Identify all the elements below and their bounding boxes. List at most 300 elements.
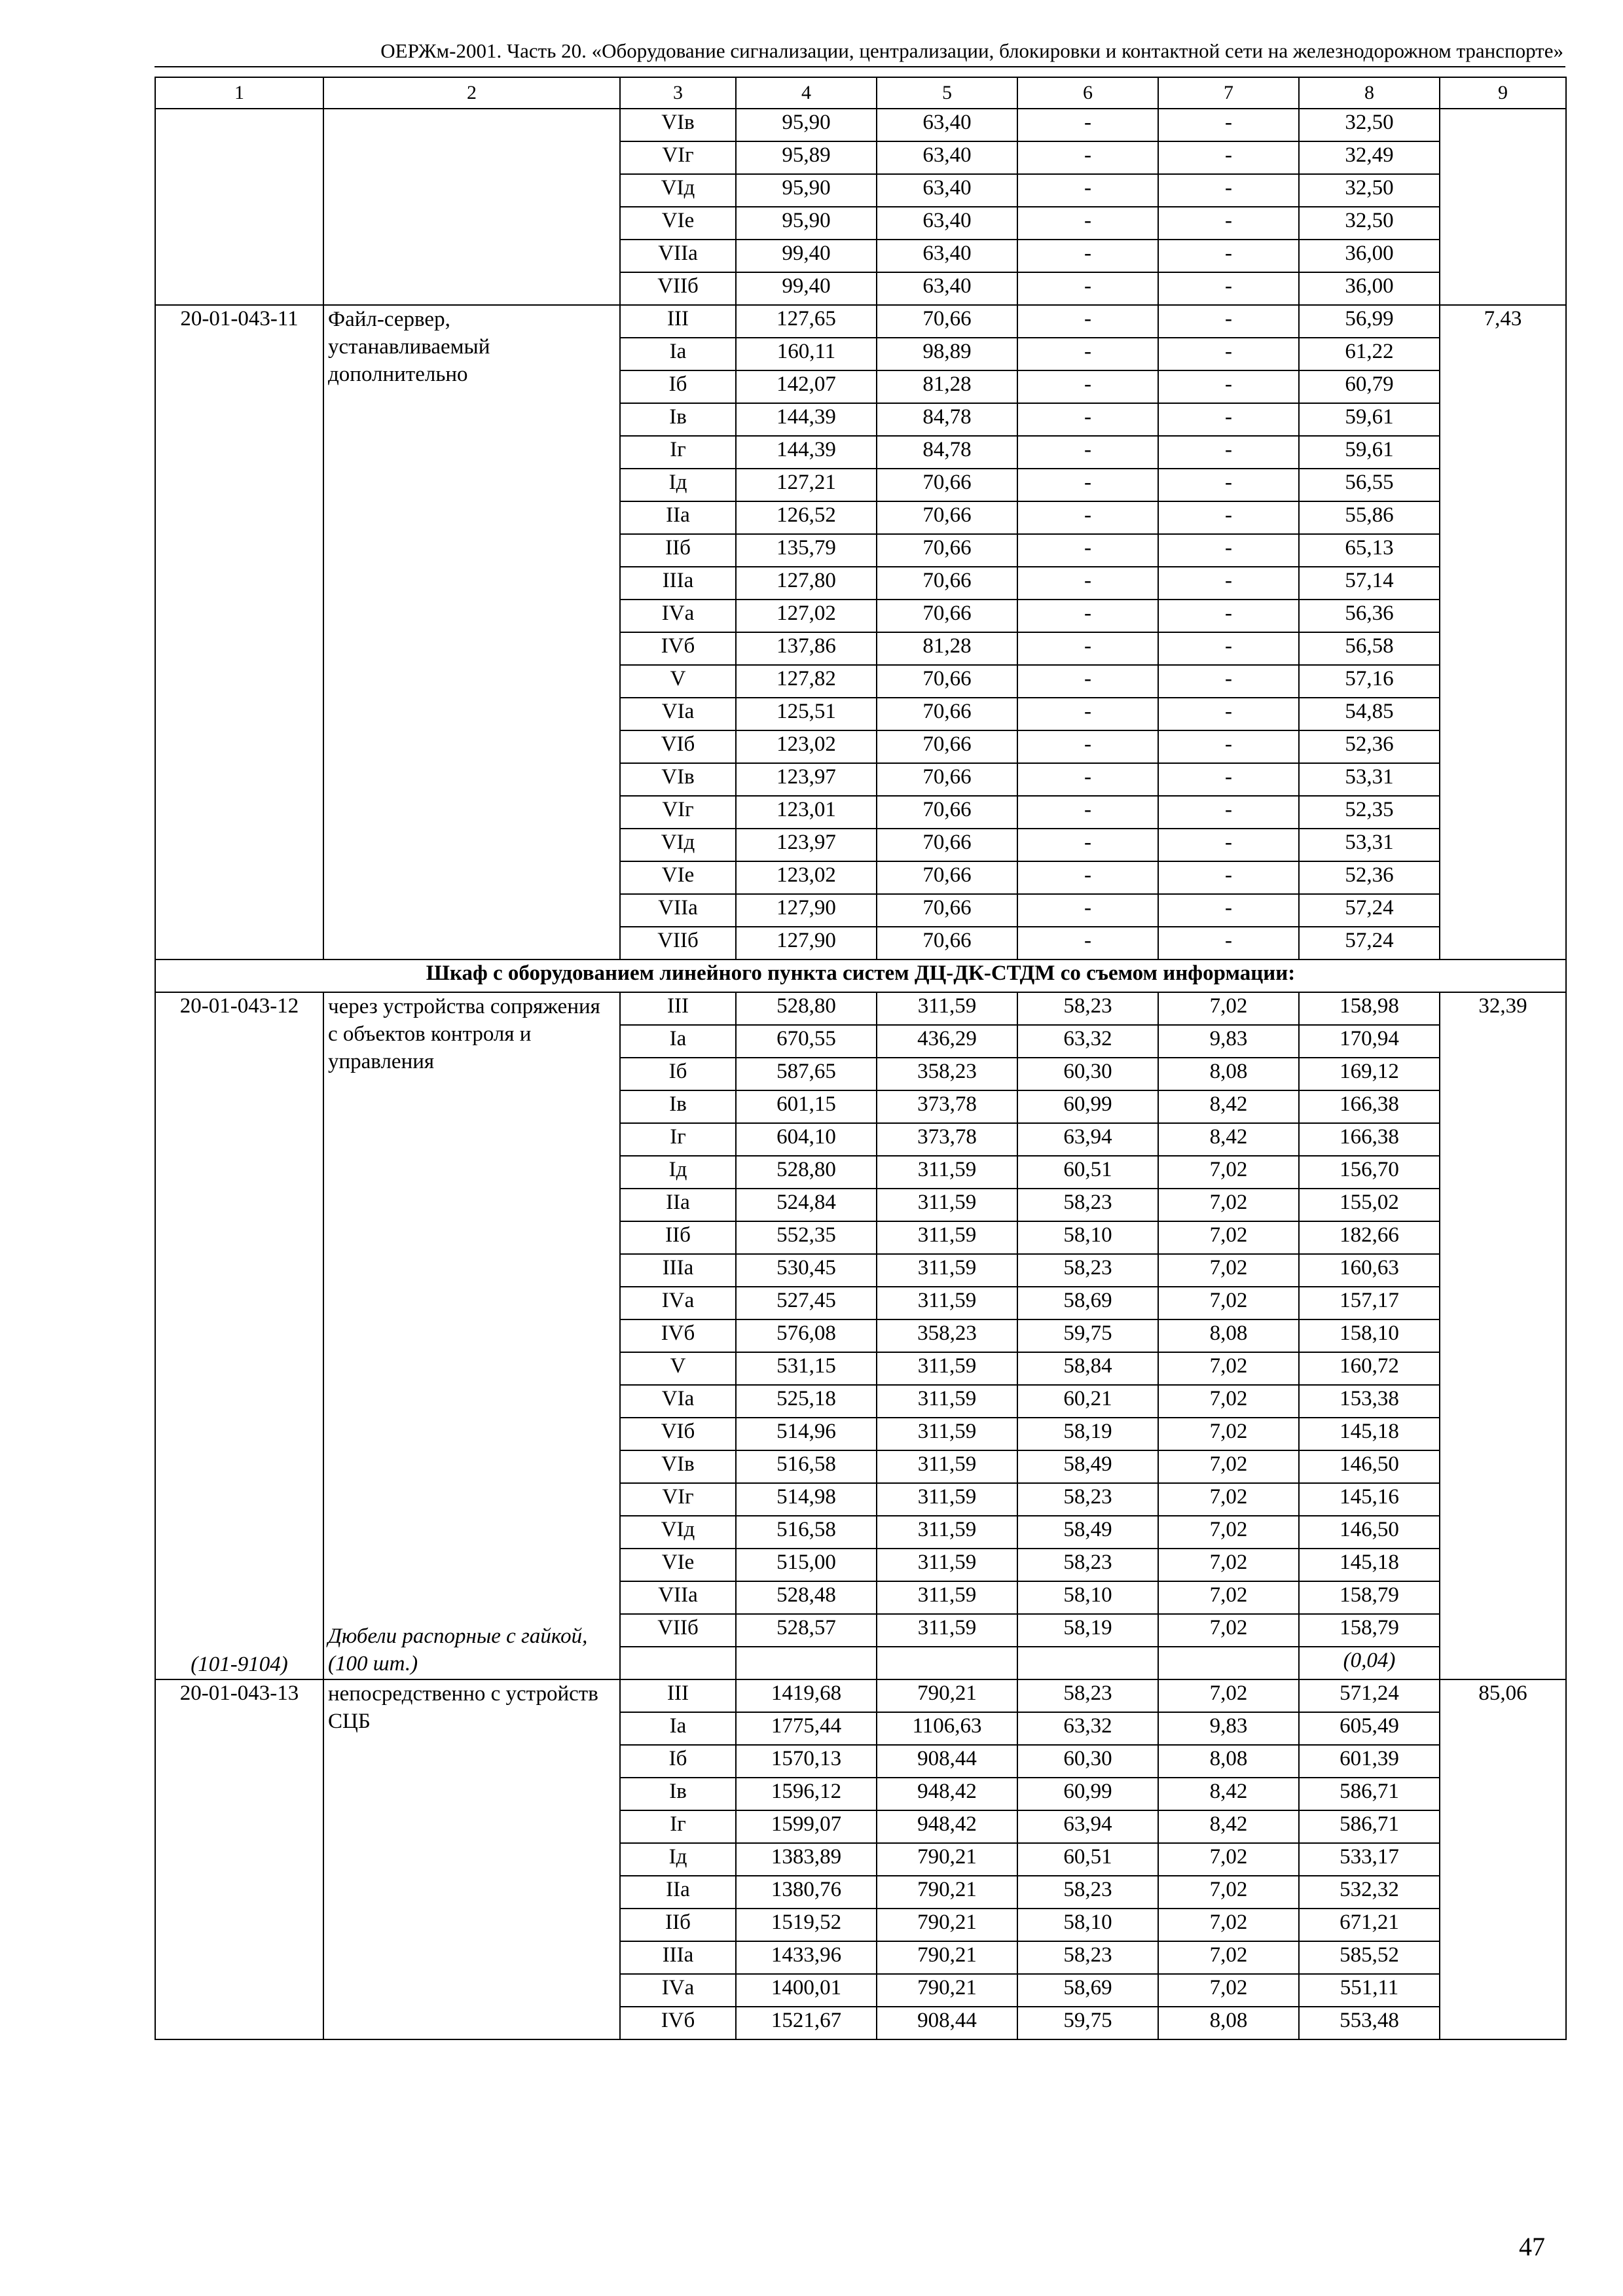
table-row [155,992,1566,1025]
machine-cost: - [1017,403,1158,436]
machine-cost: 58,23 [1017,1549,1158,1581]
zone: VIIа [620,240,736,272]
machine-cost: - [1017,927,1158,960]
materials-cost: 53,31 [1299,763,1440,796]
direct-cost: 527,45 [736,1287,877,1319]
zone: V [620,1352,736,1385]
machine-cost: 60,51 [1017,1156,1158,1189]
labor-wages: 63,40 [877,207,1017,240]
materials-cost: 53,31 [1299,829,1440,861]
direct-cost: 530,45 [736,1254,877,1287]
zone: IIIа [620,1941,736,1974]
labor-wages: 63,40 [877,240,1017,272]
machine-cost: 60,99 [1017,1778,1158,1810]
direct-cost: 127,90 [736,927,877,960]
zone: IVа [620,1974,736,2007]
zone: IIIа [620,1254,736,1287]
machine-cost: - [1017,861,1158,894]
labor-wages: 311,59 [877,1483,1017,1516]
table-row [155,1679,1566,1712]
materials-cost: 169,12 [1299,1058,1440,1090]
direct-cost: 515,00 [736,1549,877,1581]
direct-cost: 123,97 [736,763,877,796]
zone: VIIб [620,1614,736,1647]
direct-cost: 160,11 [736,338,877,370]
labor-wages: 98,89 [877,338,1017,370]
material-code: (101-9104) [191,1653,288,1676]
zone: IVа [620,600,736,632]
labor-wages: 70,66 [877,796,1017,829]
material-empty [620,1647,736,1679]
machine-cost: 58,49 [1017,1450,1158,1483]
labor-wages: 311,59 [877,1156,1017,1189]
machinist-wages: - [1158,338,1299,370]
materials-cost: 57,24 [1299,927,1440,960]
machine-cost: 59,75 [1017,1319,1158,1352]
direct-cost: 1519,52 [736,1909,877,1941]
zone: VIб [620,1418,736,1450]
labor-wages: 70,66 [877,698,1017,730]
labor-wages: 790,21 [877,1974,1017,2007]
machine-cost: 63,32 [1017,1025,1158,1058]
materials-cost: 56,55 [1299,469,1440,501]
section-row [155,960,1566,992]
labor-wages: 70,66 [877,927,1017,960]
direct-cost: 127,65 [736,305,877,338]
machine-cost: 60,30 [1017,1745,1158,1778]
zone: IIIа [620,567,736,600]
labor-wages: 70,66 [877,730,1017,763]
labor-wages: 790,21 [877,1679,1017,1712]
direct-cost: 587,65 [736,1058,877,1090]
labor-wages: 790,21 [877,1909,1017,1941]
labor-wages: 311,59 [877,992,1017,1025]
machinist-wages: - [1158,534,1299,567]
materials-cost: 158,98 [1299,992,1440,1025]
labor-wages: 63,40 [877,141,1017,174]
price-table [155,77,1567,2040]
machinist-wages: - [1158,109,1299,141]
direct-cost: 127,80 [736,567,877,600]
zone: VIа [620,698,736,730]
machine-cost: - [1017,240,1158,272]
machine-cost: 58,69 [1017,1287,1158,1319]
labor-wages: 311,59 [877,1287,1017,1319]
machinist-wages: - [1158,305,1299,338]
zone: III [620,992,736,1025]
materials-cost: 601,39 [1299,1745,1440,1778]
labor-wages: 70,66 [877,501,1017,534]
labor-wages: 311,59 [877,1254,1017,1287]
labor-wages: 70,66 [877,894,1017,927]
zone: IIб [620,1909,736,1941]
labor-wages: 63,40 [877,174,1017,207]
labor-wages: 84,78 [877,436,1017,469]
direct-cost: 123,02 [736,861,877,894]
materials-cost: 571,24 [1299,1679,1440,1712]
machinist-wages: - [1158,567,1299,600]
machine-cost: - [1017,698,1158,730]
materials-cost: 56,58 [1299,632,1440,665]
zone: VIIб [620,927,736,960]
machinist-wages: 8,08 [1158,1058,1299,1090]
labor-wages: 311,59 [877,1418,1017,1450]
machine-cost: 58,19 [1017,1418,1158,1450]
materials-cost: 586,71 [1299,1778,1440,1810]
rate-code: 20-01-043-13 [155,1679,323,2039]
machine-cost: 58,23 [1017,1876,1158,1909]
machinist-wages: 7,02 [1158,1254,1299,1287]
zone: VIг [620,1483,736,1516]
machine-cost: - [1017,829,1158,861]
section-title: Шкаф с оборудованием линейного пункта систем ДЦ-ДК-СТДМ со съемом информации: [155,960,1566,992]
machinist-wages: 7,02 [1158,1418,1299,1450]
machine-cost: - [1017,665,1158,698]
zone: IVб [620,2007,736,2039]
material-empty [1017,1647,1158,1679]
direct-cost: 601,15 [736,1090,877,1123]
zone: Iд [620,1156,736,1189]
material-empty [1158,1647,1299,1679]
machine-cost: - [1017,305,1158,338]
zone: Iг [620,1123,736,1156]
header-rule [155,66,1565,67]
materials-cost: 36,00 [1299,240,1440,272]
zone: VIг [620,141,736,174]
materials-cost: 671,21 [1299,1909,1440,1941]
direct-cost: 514,96 [736,1418,877,1450]
labor-wages: 1106,63 [877,1712,1017,1745]
machine-cost: 59,75 [1017,2007,1158,2039]
machine-cost: 58,49 [1017,1516,1158,1549]
machinist-wages: - [1158,403,1299,436]
zone: Iг [620,1810,736,1843]
zone: IIа [620,501,736,534]
machinist-wages: 7,02 [1158,1549,1299,1581]
labor-wages: 70,66 [877,665,1017,698]
machinist-wages: - [1158,632,1299,665]
materials-cost: 54,85 [1299,698,1440,730]
labor-wages: 790,21 [877,1876,1017,1909]
machine-cost: - [1017,567,1158,600]
machinist-wages: 8,42 [1158,1090,1299,1123]
direct-cost: 1599,07 [736,1810,877,1843]
column-number-2: 2 [323,77,620,109]
zone: VIе [620,1549,736,1581]
machine-cost: 58,23 [1017,1941,1158,1974]
machinist-wages: 7,02 [1158,1385,1299,1418]
materials-cost: 60,79 [1299,370,1440,403]
direct-cost: 127,82 [736,665,877,698]
materials-cost: 166,38 [1299,1090,1440,1123]
machine-cost: - [1017,730,1158,763]
labor-wages: 311,59 [877,1516,1017,1549]
zone: VIIб [620,272,736,305]
materials-cost: 153,38 [1299,1385,1440,1418]
machinist-wages: 8,42 [1158,1778,1299,1810]
material-empty [877,1647,1017,1679]
labor-wages: 373,78 [877,1123,1017,1156]
zone: VIг [620,796,736,829]
machine-cost: - [1017,436,1158,469]
direct-cost: 137,86 [736,632,877,665]
materials-cost: 145,18 [1299,1418,1440,1450]
column-number-1: 1 [155,77,323,109]
machinist-wages: 7,02 [1158,1221,1299,1254]
table-row [155,305,1566,338]
zone: Iв [620,403,736,436]
materials-cost: 146,50 [1299,1516,1440,1549]
labor-wages: 358,23 [877,1058,1017,1090]
materials-cost: 57,24 [1299,894,1440,927]
machine-cost: - [1017,338,1158,370]
machinist-wages: 7,02 [1158,1679,1299,1712]
zone: VIв [620,1450,736,1483]
direct-cost: 95,90 [736,174,877,207]
rate-name: Файл-сервер, устанавливаемый дополнительно [323,305,620,960]
zone: VIд [620,1516,736,1549]
zone: VIIа [620,1581,736,1614]
materials-cost: 32,50 [1299,109,1440,141]
machinist-wages: 7,02 [1158,1909,1299,1941]
direct-cost: 127,21 [736,469,877,501]
materials-cost: 55,86 [1299,501,1440,534]
materials-cost: 59,61 [1299,436,1440,469]
machine-cost: 58,23 [1017,1679,1158,1712]
column-number-6: 6 [1017,77,1158,109]
direct-cost: 142,07 [736,370,877,403]
machine-cost: 58,23 [1017,1483,1158,1516]
materials-cost: 532,32 [1299,1876,1440,1909]
machine-cost: 58,23 [1017,992,1158,1025]
machine-cost: - [1017,174,1158,207]
labor-wages: 311,59 [877,1549,1017,1581]
materials-cost: 32,50 [1299,174,1440,207]
machine-cost: - [1017,370,1158,403]
zone: Iа [620,1025,736,1058]
machine-cost: - [1017,272,1158,305]
zone: IVб [620,632,736,665]
machine-cost: 58,69 [1017,1974,1158,2007]
machine-cost: 58,84 [1017,1352,1158,1385]
labor-wages: 84,78 [877,403,1017,436]
zone: Iа [620,1712,736,1745]
materials-cost: 158,79 [1299,1581,1440,1614]
direct-cost: 528,80 [736,992,877,1025]
column-number-5: 5 [877,77,1017,109]
zone: Iв [620,1090,736,1123]
material-value: (0,04) [1299,1647,1440,1679]
machinist-wages: - [1158,861,1299,894]
zone: Iд [620,469,736,501]
materials-cost: 145,16 [1299,1483,1440,1516]
column-number-9: 9 [1440,77,1566,109]
machinist-wages: - [1158,763,1299,796]
materials-cost: 158,79 [1299,1614,1440,1647]
materials-cost: 170,94 [1299,1025,1440,1058]
labor-wages: 70,66 [877,861,1017,894]
materials-cost: 56,99 [1299,305,1440,338]
materials-cost: 158,10 [1299,1319,1440,1352]
machine-cost: 58,23 [1017,1254,1158,1287]
materials-cost: 160,72 [1299,1352,1440,1385]
machinist-wages: 8,08 [1158,1745,1299,1778]
zone: Iб [620,1058,736,1090]
machinist-wages: - [1158,829,1299,861]
machine-cost: - [1017,207,1158,240]
direct-cost: 1380,76 [736,1876,877,1909]
materials-cost: 57,16 [1299,665,1440,698]
machinist-wages: - [1158,665,1299,698]
direct-cost: 144,39 [736,436,877,469]
materials-cost: 585,52 [1299,1941,1440,1974]
direct-cost: 95,89 [736,141,877,174]
column-number-4: 4 [736,77,877,109]
direct-cost: 1400,01 [736,1974,877,2007]
materials-cost: 533,17 [1299,1843,1440,1876]
machinist-wages: 8,42 [1158,1123,1299,1156]
direct-cost: 95,90 [736,207,877,240]
rate-code [155,109,323,305]
machinist-wages: 7,02 [1158,1941,1299,1974]
machinist-wages: - [1158,272,1299,305]
page-number: 47 [1519,2232,1545,2261]
zone: Iа [620,338,736,370]
table-row [155,109,1566,141]
zone: IIа [620,1876,736,1909]
direct-cost: 99,40 [736,240,877,272]
rate-code [155,992,323,1679]
direct-cost: 1775,44 [736,1712,877,1745]
machinist-wages: 7,02 [1158,1287,1299,1319]
materials-cost: 586,71 [1299,1810,1440,1843]
machinist-wages: - [1158,370,1299,403]
zone: IIб [620,534,736,567]
machinist-wages: 8,08 [1158,1319,1299,1352]
machine-cost: - [1017,534,1158,567]
direct-cost: 525,18 [736,1385,877,1418]
direct-cost: 127,90 [736,894,877,927]
direct-cost: 1383,89 [736,1843,877,1876]
direct-cost: 135,79 [736,534,877,567]
materials-cost: 551,11 [1299,1974,1440,2007]
rate-code: 20-01-043-11 [155,305,323,960]
rate-name: непосредственно с устройств СЦБ [323,1679,620,2039]
direct-cost: 127,02 [736,600,877,632]
labor-wages: 311,59 [877,1352,1017,1385]
labor-hours: 7,43 [1440,305,1566,960]
labor-wages: 63,40 [877,272,1017,305]
materials-cost: 52,35 [1299,796,1440,829]
machine-cost: - [1017,763,1158,796]
materials-cost: 52,36 [1299,861,1440,894]
zone: V [620,665,736,698]
materials-cost: 553,48 [1299,2007,1440,2039]
direct-cost: 1596,12 [736,1778,877,1810]
machinist-wages: 7,02 [1158,1156,1299,1189]
rate-name [323,992,620,1679]
labor-wages: 948,42 [877,1778,1017,1810]
zone: Iб [620,370,736,403]
labor-wages: 373,78 [877,1090,1017,1123]
machinist-wages: 8,08 [1158,2007,1299,2039]
machine-cost: - [1017,141,1158,174]
materials-cost: 156,70 [1299,1156,1440,1189]
direct-cost: 123,02 [736,730,877,763]
direct-cost: 528,48 [736,1581,877,1614]
direct-cost: 144,39 [736,403,877,436]
machinist-wages: - [1158,698,1299,730]
labor-wages: 63,40 [877,109,1017,141]
machinist-wages: 7,02 [1158,992,1299,1025]
machinist-wages: - [1158,894,1299,927]
machine-cost: - [1017,796,1158,829]
labor-wages: 70,66 [877,469,1017,501]
machinist-wages: - [1158,730,1299,763]
materials-cost: 57,14 [1299,567,1440,600]
direct-cost: 99,40 [736,272,877,305]
labor-wages: 81,28 [877,632,1017,665]
direct-cost: 604,10 [736,1123,877,1156]
labor-wages: 790,21 [877,1941,1017,1974]
zone: Iг [620,436,736,469]
machine-cost: 63,94 [1017,1123,1158,1156]
labor-wages: 70,66 [877,567,1017,600]
rate-name [323,109,620,305]
direct-cost: 528,57 [736,1614,877,1647]
direct-cost: 1521,67 [736,2007,877,2039]
material-name: Дюбели распорные с гайкой, (100 шт.) [328,1624,588,1676]
machinist-wages: - [1158,796,1299,829]
zone: Iб [620,1745,736,1778]
labor-wages: 70,66 [877,829,1017,861]
machinist-wages: - [1158,600,1299,632]
labor-wages: 311,59 [877,1221,1017,1254]
direct-cost: 576,08 [736,1319,877,1352]
machine-cost: - [1017,632,1158,665]
rate-name-text: через устройства сопряжения с объектов контроля и управления [328,995,600,1073]
materials-cost: 605,49 [1299,1712,1440,1745]
column-number-7: 7 [1158,77,1299,109]
zone: VIа [620,1385,736,1418]
zone: VIд [620,829,736,861]
zone: VIв [620,763,736,796]
materials-cost: 166,38 [1299,1123,1440,1156]
direct-cost: 524,84 [736,1189,877,1221]
labor-wages: 358,23 [877,1319,1017,1352]
machinist-wages: 9,83 [1158,1712,1299,1745]
labor-wages: 948,42 [877,1810,1017,1843]
zone: VIб [620,730,736,763]
machine-cost: - [1017,501,1158,534]
machinist-wages: - [1158,141,1299,174]
direct-cost: 95,90 [736,109,877,141]
direct-cost: 516,58 [736,1450,877,1483]
machine-cost: 63,32 [1017,1712,1158,1745]
machinist-wages: 7,02 [1158,1189,1299,1221]
machine-cost: 58,23 [1017,1189,1158,1221]
material-empty [736,1647,877,1679]
materials-cost: 65,13 [1299,534,1440,567]
machine-cost: - [1017,894,1158,927]
machine-cost: 63,94 [1017,1810,1158,1843]
materials-cost: 56,36 [1299,600,1440,632]
machinist-wages: 7,02 [1158,1352,1299,1385]
zone: VIв [620,109,736,141]
machinist-wages: 7,02 [1158,1581,1299,1614]
materials-cost: 145,18 [1299,1549,1440,1581]
zone: Iд [620,1843,736,1876]
